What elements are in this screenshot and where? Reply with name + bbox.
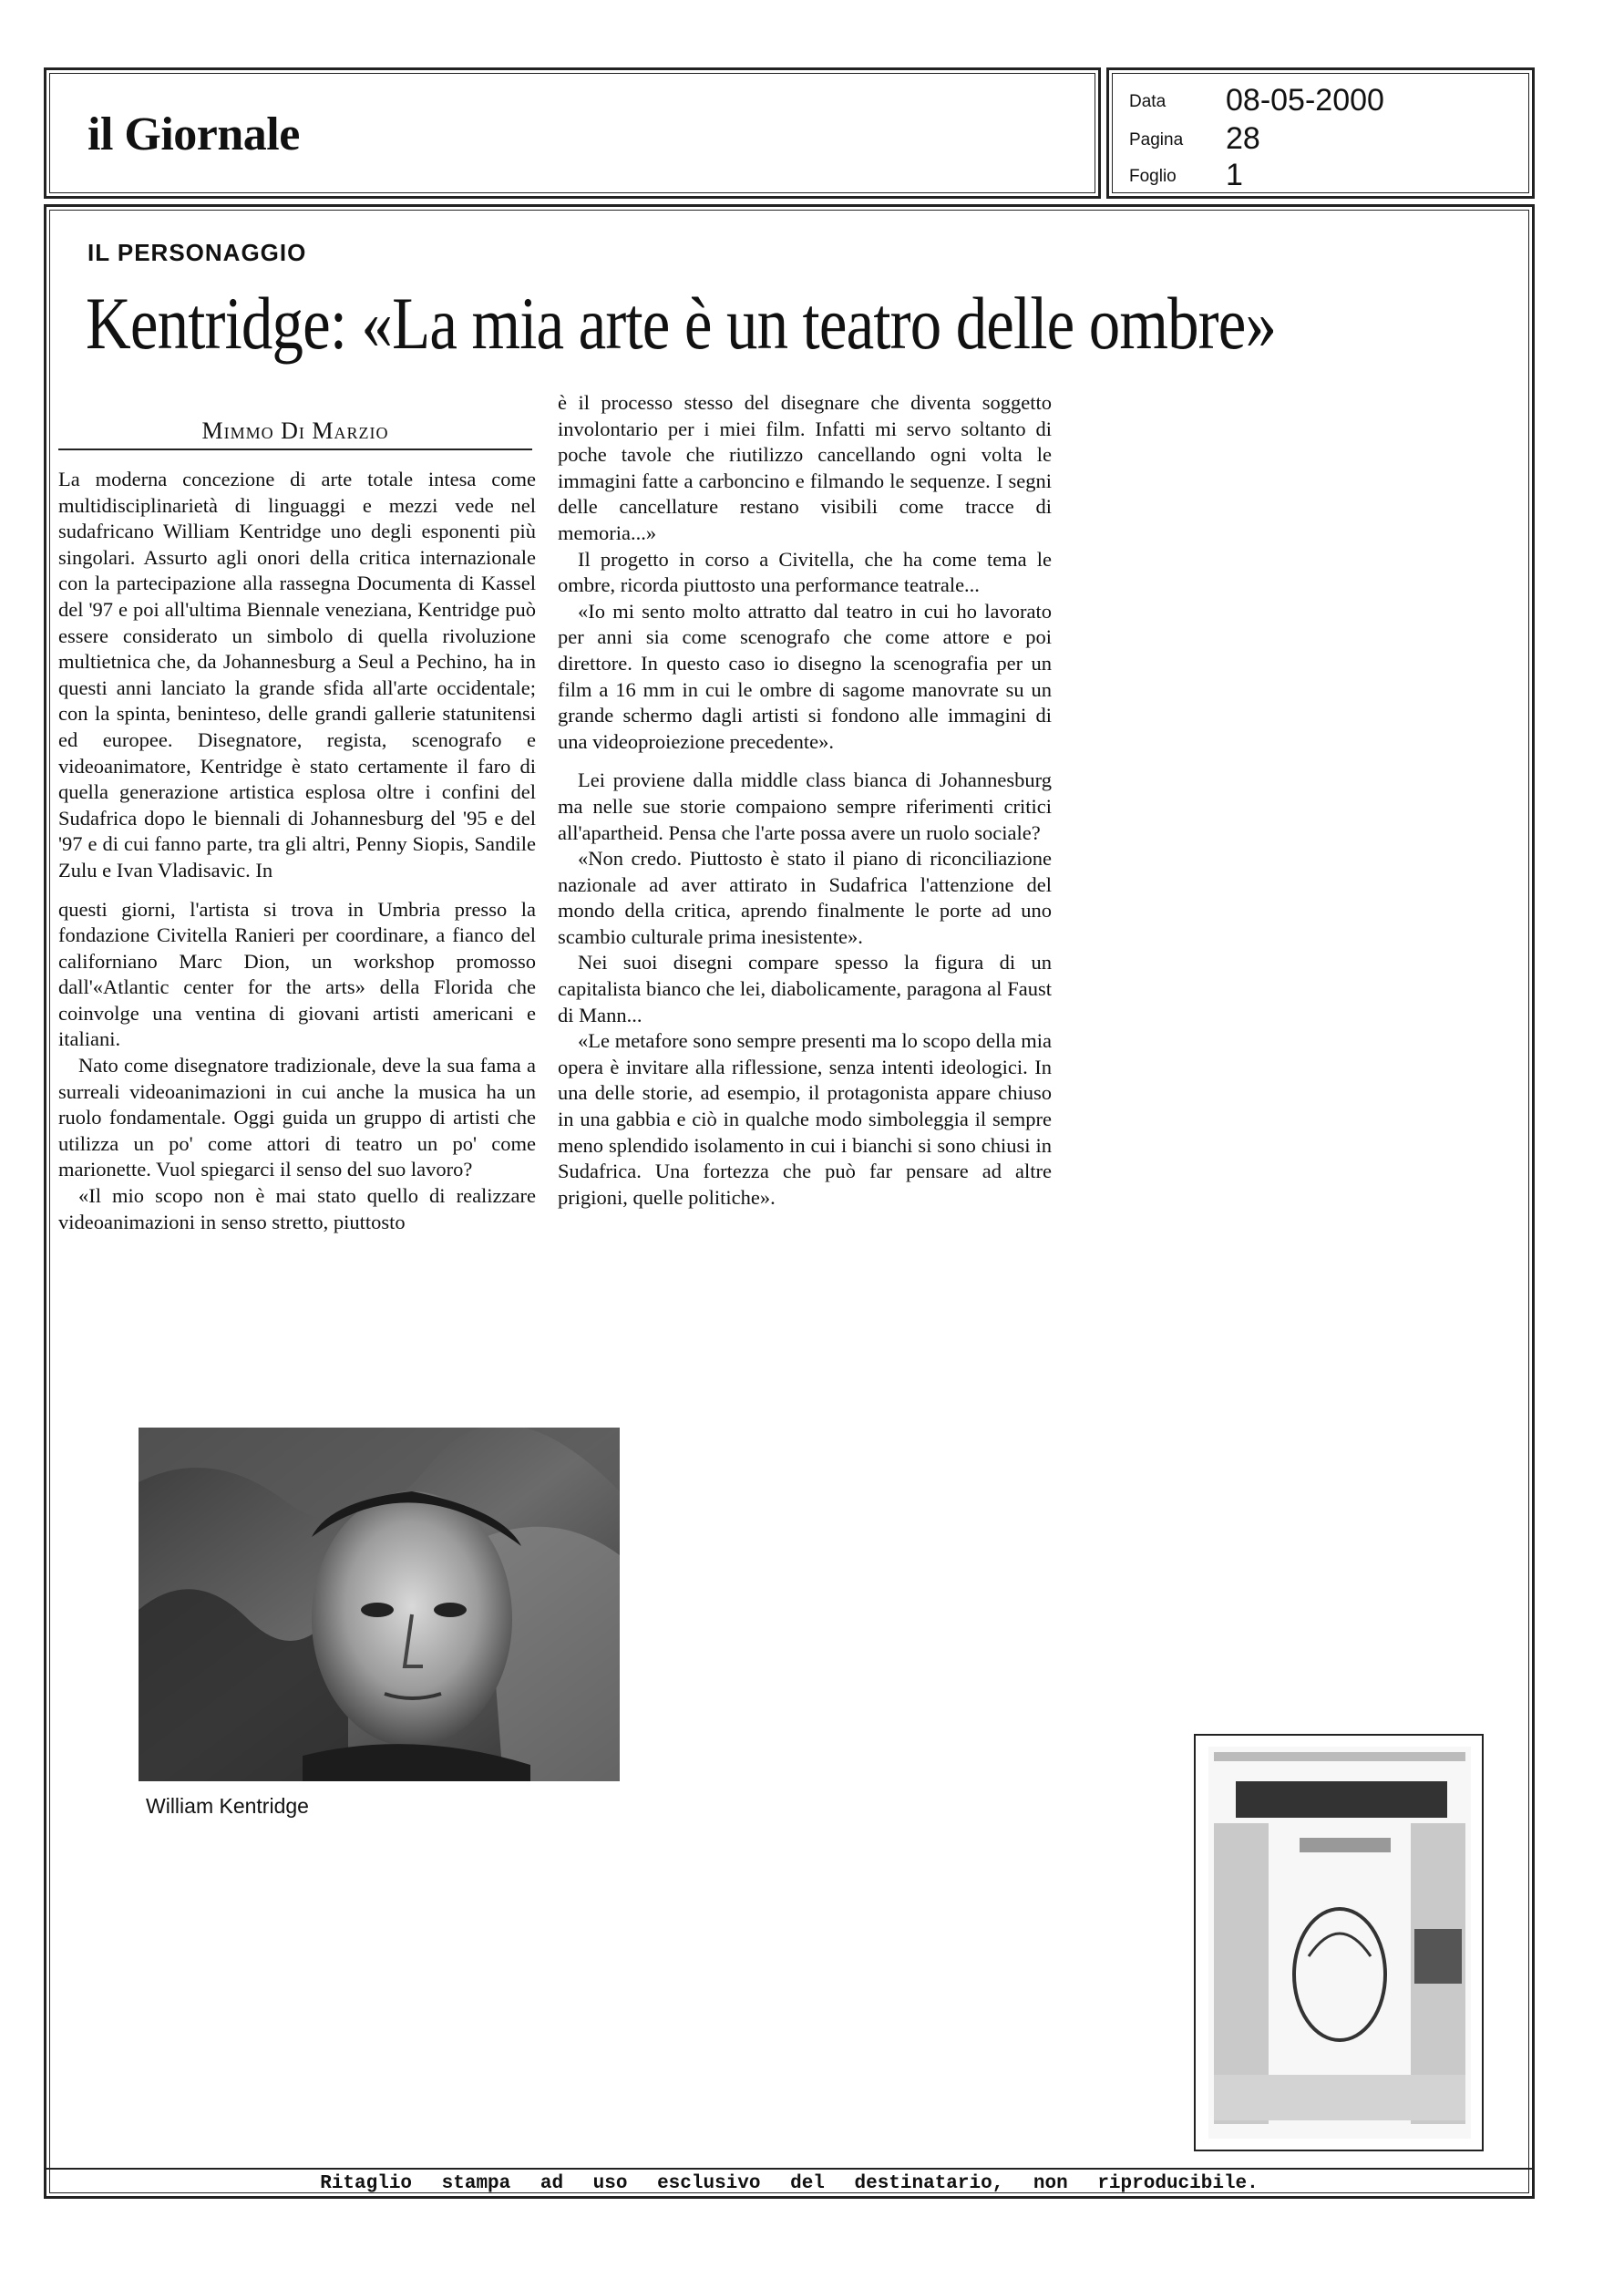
masthead-title: il Giornale (87, 108, 300, 160)
section-kicker: IL PERSONAGGIO (87, 239, 307, 266)
footer-notice: Ritaglio stampa ad uso esclusivo del destinatario, non riproducibile. (320, 2173, 1259, 2194)
article-column-2 (558, 390, 1052, 1211)
metadata-box (1106, 67, 1535, 199)
paragraph: La moderna concezione di arte totale intesa come multidisciplinarietà di linguaggi e mezzi vede nel sudafricano William Kentridge uno degli esponenti più singolari. Assurto agli onori della critica internazionale con la partecipazione alla rassegna Documenta di Kassel del '97 e poi all'ultima Biennale veneziana, Kentridge può essere considerato un simbolo di quella rivoluzione multietnica che, da Johannesburg a Seul a Pechino, ha in questi anni lanciato la grande sfida all'arte occidentale; con la spinta, beninteso, delle grandi gallerie statunitensi ed europee. Disegnatore, regista, scenografo e videoanimatore, Kentridge è stato certamente il faro di quella generazione artistica esplosa oltre i confini del Sudafrica dopo le biennali di Johannesburg del '95 e del '97 e di cui fanno parte, tra gli altri, Penny Siopis, Sandile Zulu e Ivan Vladisavic. In (58, 468, 536, 882)
paragraph: «Non credo. Piuttosto è stato il piano di riconciliazione nazionale ad aver attirato in Sudafrica l'attenzione del mondo della critica, aprendo finalmente le porte ad uno scambio culturale prima inesistente». (558, 847, 1052, 948)
meta-sheet-label: Foglio (1129, 167, 1177, 186)
byline-rule (58, 449, 532, 450)
meta-date-label: Data (1129, 92, 1167, 111)
page-thumbnail (1208, 1747, 1471, 2139)
paragraph: «Io mi sento molto attratto dal teatro in cui ho lavorato per anni sia come scenografo che come attore e poi direttore. In questo caso io disegno la scenografia per un film a 16 mm in cui le ombre di sagome manovrate su un grande schermo dagli artisti si fondono alle immagini di una videoproiezione precedente». (558, 599, 1052, 753)
meta-page-value: 28 (1226, 121, 1260, 156)
paragraph: Nato come disegnatore tradizionale, deve la sua fama a surreali videoanimazioni in cui anche la musica ha un ruolo fondamentale. Oggi guida un gruppo di artisti che utilizza un po' come attori di teatro un po' come marionette. Vuol spiegarci il senso del suo lavoro? (58, 1054, 536, 1181)
footer-rule (44, 2168, 1535, 2170)
headline: Kentridge: «La mia arte è un teatro delle ombre» (86, 282, 1277, 365)
portrait-photo (139, 1428, 620, 1781)
article-column-1 (58, 467, 536, 1235)
meta-page-label: Pagina (1129, 130, 1184, 150)
portrait-image (139, 1428, 620, 1781)
meta-date-value: 08-05-2000 (1226, 83, 1384, 118)
paragraph: è il processo stesso del disegnare che diventa soggetto involontario per i miei film. Infatti mi servo soltanto di poche tavole che riutilizzo cancellando ogni volta le immagini fatte a carboncino e filmando le sequenze. I segni delle cancellature restano visibili come tracce di memoria...» (558, 391, 1052, 544)
paragraph: Lei proviene dalla middle class bianca di Johannesburg ma nelle sue storie compaiono sempre riferimenti critici all'apartheid. Pensa che l'arte possa avere un ruolo sociale? (558, 768, 1052, 844)
paragraph: Il progetto in corso a Civitella, che ha come tema le ombre, ricorda piuttosto una performance teatrale... (558, 547, 1052, 597)
paragraph: Nei suoi disegni compare spesso la figura di un capitalista bianco che lei, diabolicamente, paragona al Faust di Mann... (558, 951, 1052, 1026)
byline: Mimmo Di Marzio (201, 418, 389, 444)
photo-caption: William Kentridge (146, 1794, 309, 1818)
thumbnail-graphic (1208, 1747, 1471, 2139)
paragraph: questi giorni, l'artista si trova in Umbria presso la fondazione Civitella Ranieri per coordinare, a fianco del californiano Marc Dion, un workshop promosso dall'«Atlantic center for the arts» della Florida che coinvolge una ventina di giovani artisti americani e italiani. (58, 897, 536, 1051)
paragraph: «Il mio scopo non è mai stato quello di realizzare videoanimazioni in senso stretto, piuttosto (58, 1184, 536, 1233)
meta-sheet-value: 1 (1226, 158, 1243, 192)
paragraph: «Le metafore sono sempre presenti ma lo scopo della mia opera è invitare alla riflessione, senza intenti ideologici. In una delle storie, ad esempio, il protagonista appare chiuso in una gabbia e ciò in qualche modo simboleggia il sempre meno splendido isolamento in cui i bianchi si sono chiusi in Sudafrica. Una fortezza che può far pensare ad altre prigioni, quelle politiche». (558, 1029, 1052, 1209)
